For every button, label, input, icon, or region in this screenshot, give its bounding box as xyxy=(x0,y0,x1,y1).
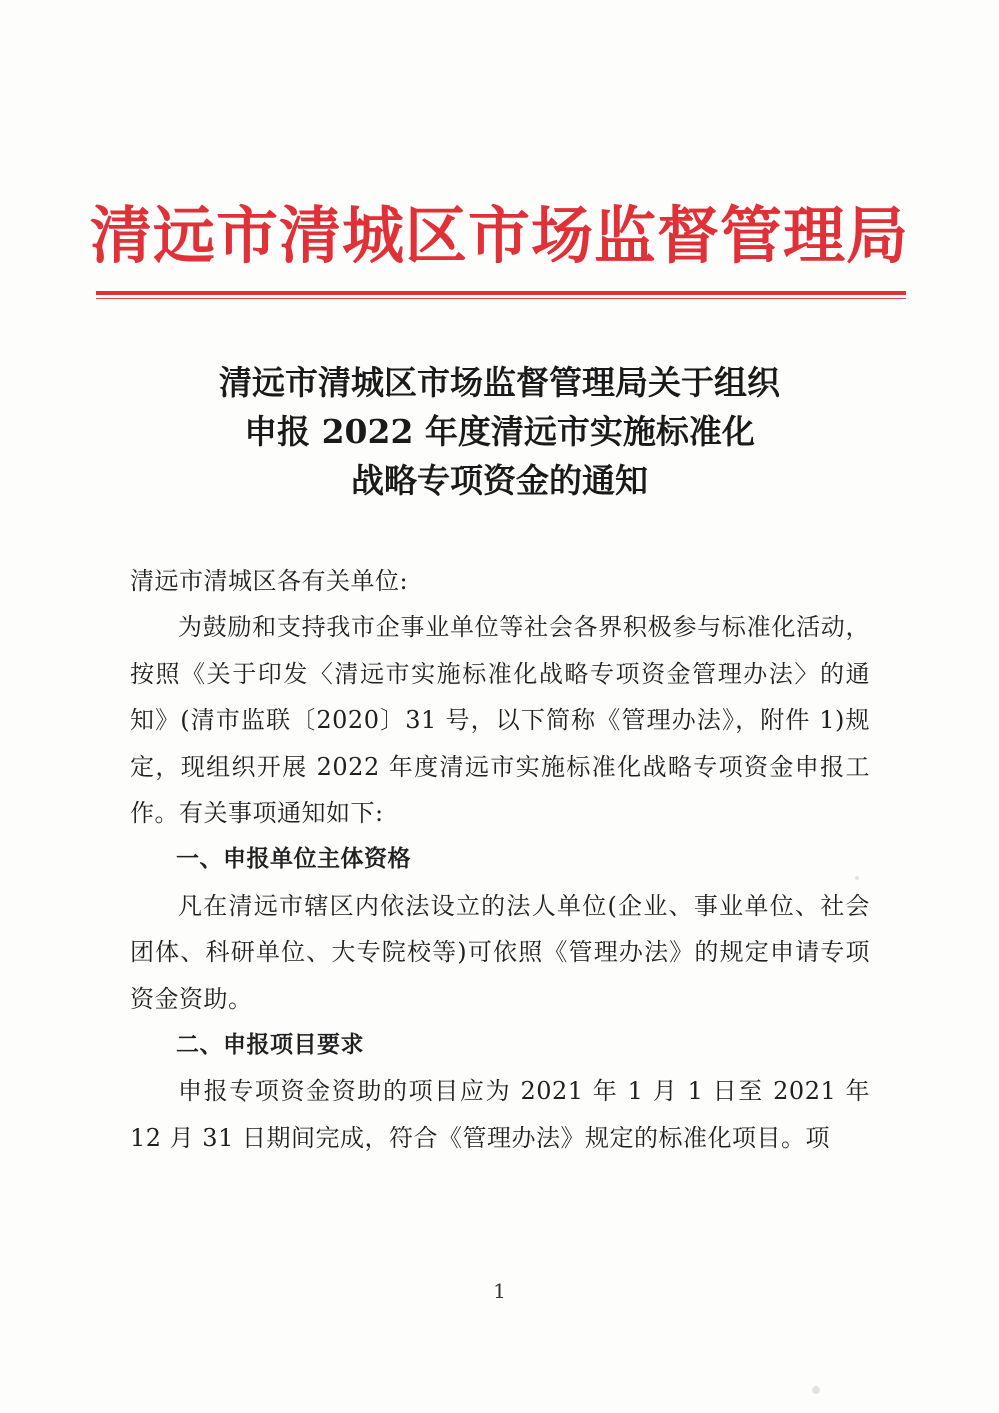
section-2-heading: 二、申报项目要求 xyxy=(176,1032,364,1059)
issuing-organization-header: 清远市清城区市场监督管理局 xyxy=(89,199,909,272)
title-line-2: 申报 2022 年度清远市实施标准化 xyxy=(244,412,755,451)
section-2-paragraph: 申报专项资金资助的项目应为 2021 年 1 月 1 日至 2021 年 12 月 31 日期间完成，符合《管理办法》规定的标准化项目。项 xyxy=(130,1077,870,1152)
title-line-1: 清远市清城区市场监督管理局关于组织 xyxy=(219,363,780,402)
document-title xyxy=(0,358,999,505)
section-1-paragraph: 凡在清远市辖区内依法设立的法人单位(企业、事业单位、社会团体、科研单位、大专院校等)可依照《管理办法》的规定申请专项资金资助。 xyxy=(130,891,870,1013)
scan-speck xyxy=(855,876,859,880)
red-header-rule-thin xyxy=(96,298,906,299)
scan-speck xyxy=(812,1386,820,1394)
title-line-3: 战略专项资金的通知 xyxy=(351,461,648,500)
document-body xyxy=(130,558,870,1161)
salutation: 清远市清城区各有关单位: xyxy=(130,567,409,595)
red-header-rule xyxy=(96,291,906,295)
intro-paragraph: 为鼓励和支持我市企事业单位等社会各界积极参与标准化活动，按照《关于印发〈清远市实施标准化战略专项资金管理办法〉的通知》(清市监联〔2020〕31 号，以下简称《管理办法》，附件 1)规定，现组织开展 2022 年度清远市实施标准化战略专项资金申报工作。有关事项通知如下: xyxy=(130,613,870,828)
page-number: 1 xyxy=(493,1279,506,1303)
section-1-heading: 一、申报单位主体资格 xyxy=(176,846,411,873)
